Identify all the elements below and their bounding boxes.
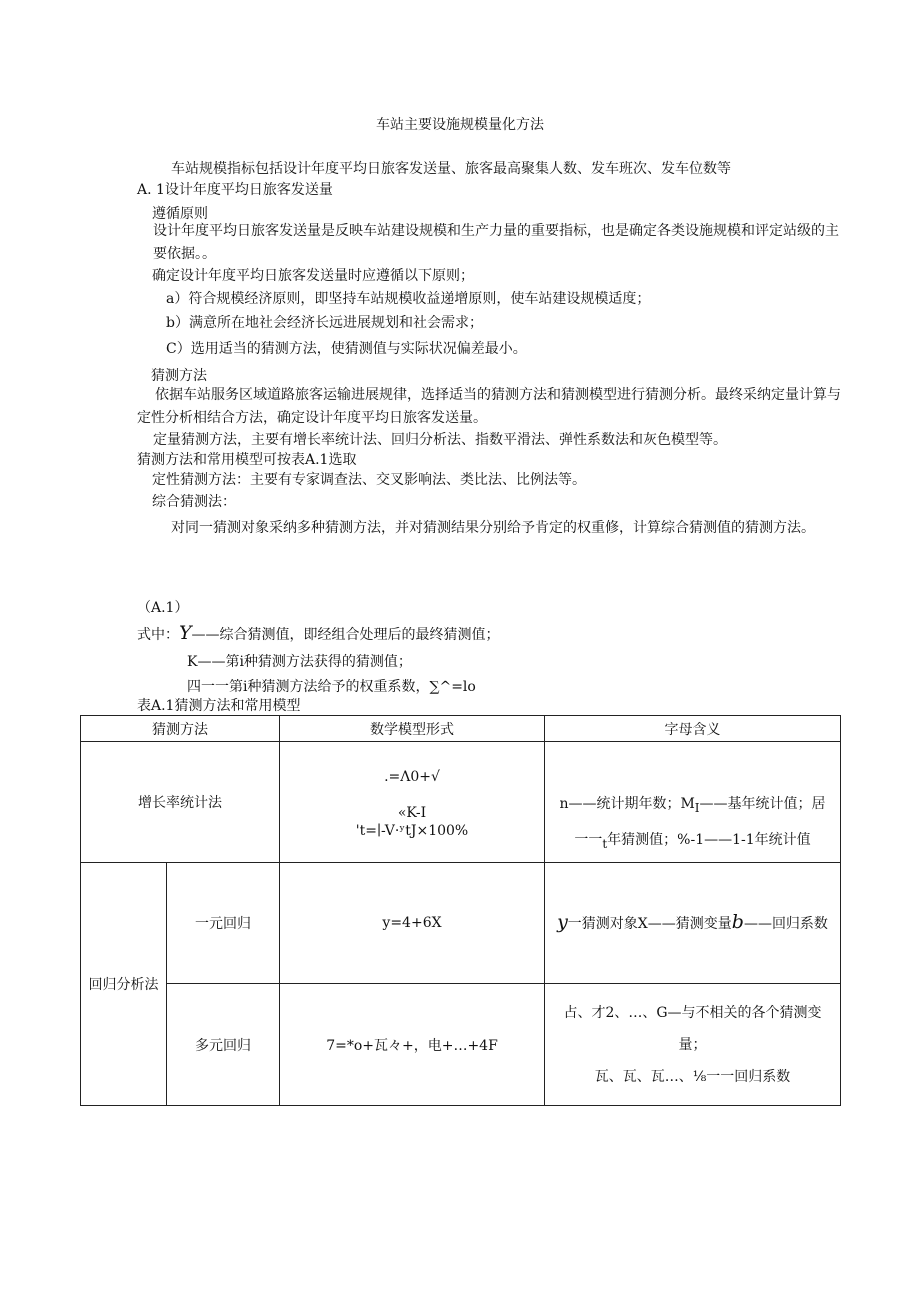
simple-regression-formula: y=4+6X: [280, 863, 545, 984]
multiple-regression-formula: 7=*o+瓦々+，电+…+4F: [280, 984, 545, 1106]
growth-meaning-2: 一一$_t$年猜测值；%-1——1-1年统计值: [574, 832, 811, 851]
growth-method-cell: [81, 742, 280, 863]
growth-meaning-cell: [545, 742, 841, 863]
k-description: K——第i种猜测方法获得的猜测值；: [187, 654, 412, 670]
table-caption: 表A.1猜测方法和常用模型: [137, 698, 301, 714]
combined-heading: 综合猜测法：: [152, 494, 236, 510]
growth-meaning-1: n——统计期年数；$M_I——$基年统计值；居: [559, 796, 826, 816]
y-symbol: Y: [179, 622, 192, 644]
multiple-meaning-2: 瓦、瓦、瓦…、⅛一一回归系数: [594, 1068, 791, 1085]
quantitative-methods: 定量猜测方法，主要有增长率统计法、回归分析法、指数平滑法、弹性系数法和灰色模型等。: [153, 432, 727, 448]
equation-where: [137, 623, 500, 645]
principles-paragraph: 设计年度平均日旅客发送量是反映车站建设规模和生产力量的重要指标，也是确定各类设施规模和评定站级的主要依据。。: [153, 223, 839, 262]
header-model: 数学模型形式: [280, 716, 545, 742]
principles-intro: 确定设计年度平均日旅客发送量时应遵循以下原则；: [152, 268, 474, 284]
combined-paragraph: 对同一猜测对象采纳多种猜测方法，并对猜测结果分别给予肯定的权重修，计算综合猜测值的猜测方法。: [171, 520, 815, 536]
regression-group-cell: [81, 863, 167, 1106]
table-reference: 猜测方法和常用模型可按表A.1选取: [137, 452, 357, 468]
methods-paragraph: 依据车站服务区域道路旅客运输进展规律，选择适当的猜测方法和猜测模型进行猜测分析。最终采纳定量计算与定性分析相结合方法，确定设计年度平均日旅客发送量。: [137, 387, 841, 426]
w-description: 四一一第i种猜测方法给予的权重系数，∑^=lo: [187, 679, 476, 695]
where-label: 式中：: [137, 627, 179, 643]
growth-formula-cell: [280, 742, 545, 863]
page-title: 车站主要设施规模量化方法: [376, 117, 544, 133]
intro-paragraph: 车站规模指标包括设计年度平均日旅客发送量、旅客最高聚集人数、发车班次、发车位数等: [171, 161, 731, 177]
methods-table: [80, 715, 841, 1106]
table-row-simple-regression: [81, 863, 841, 984]
simple-regression-meaning: y一猜测对象X——猜测变量b——回归系数: [545, 863, 841, 984]
principle-a: a）符合规模经济原则，即坚持车站规模收益递增原则，使车站建设规模适度；: [166, 291, 651, 307]
growth-formula-2: «K-I: [397, 805, 427, 821]
regression-group-label: 回归分析法: [88, 977, 159, 993]
principles-heading: 遵循原则: [152, 206, 208, 222]
equation-number: （A.1）: [137, 600, 189, 616]
table-row-growth: [81, 742, 841, 863]
growth-formula-3: 't=∣-V·ʸtJ×100%: [355, 823, 469, 839]
y-description: ——综合猜测值，即经组合处理后的最终猜测值；: [191, 627, 500, 643]
header-meaning: 字母含义: [545, 716, 841, 742]
section-a1-heading: A. 1设计年度平均日旅客发送量: [137, 182, 333, 198]
simple-regression-name: 一元回归: [167, 863, 280, 984]
table-header-row: [81, 716, 841, 742]
multiple-meaning-1: 占、才2、…、G—与不相关的各个猜测变量；: [563, 1004, 822, 1053]
growth-formula-1: .=Λ0+√: [384, 769, 440, 785]
principle-c: C）选用适当的猜测方法，使猜测值与实际状况偏差最小。: [166, 341, 527, 357]
header-method: 猜测方法: [81, 716, 280, 742]
multiple-regression-name: 多元回归: [167, 984, 280, 1106]
multiple-regression-meaning: [545, 984, 841, 1106]
qualitative-methods: 定性猜测方法：主要有专家调查法、交叉影响法、类比法、比例法等。: [152, 472, 586, 488]
table-row-multiple-regression: [81, 984, 841, 1106]
methods-heading: 猜测方法: [151, 368, 207, 384]
principle-b: b）满意所在地社会经济长远进展规划和社会需求；: [166, 315, 483, 331]
growth-method-label: 增长率统计法: [138, 795, 222, 811]
